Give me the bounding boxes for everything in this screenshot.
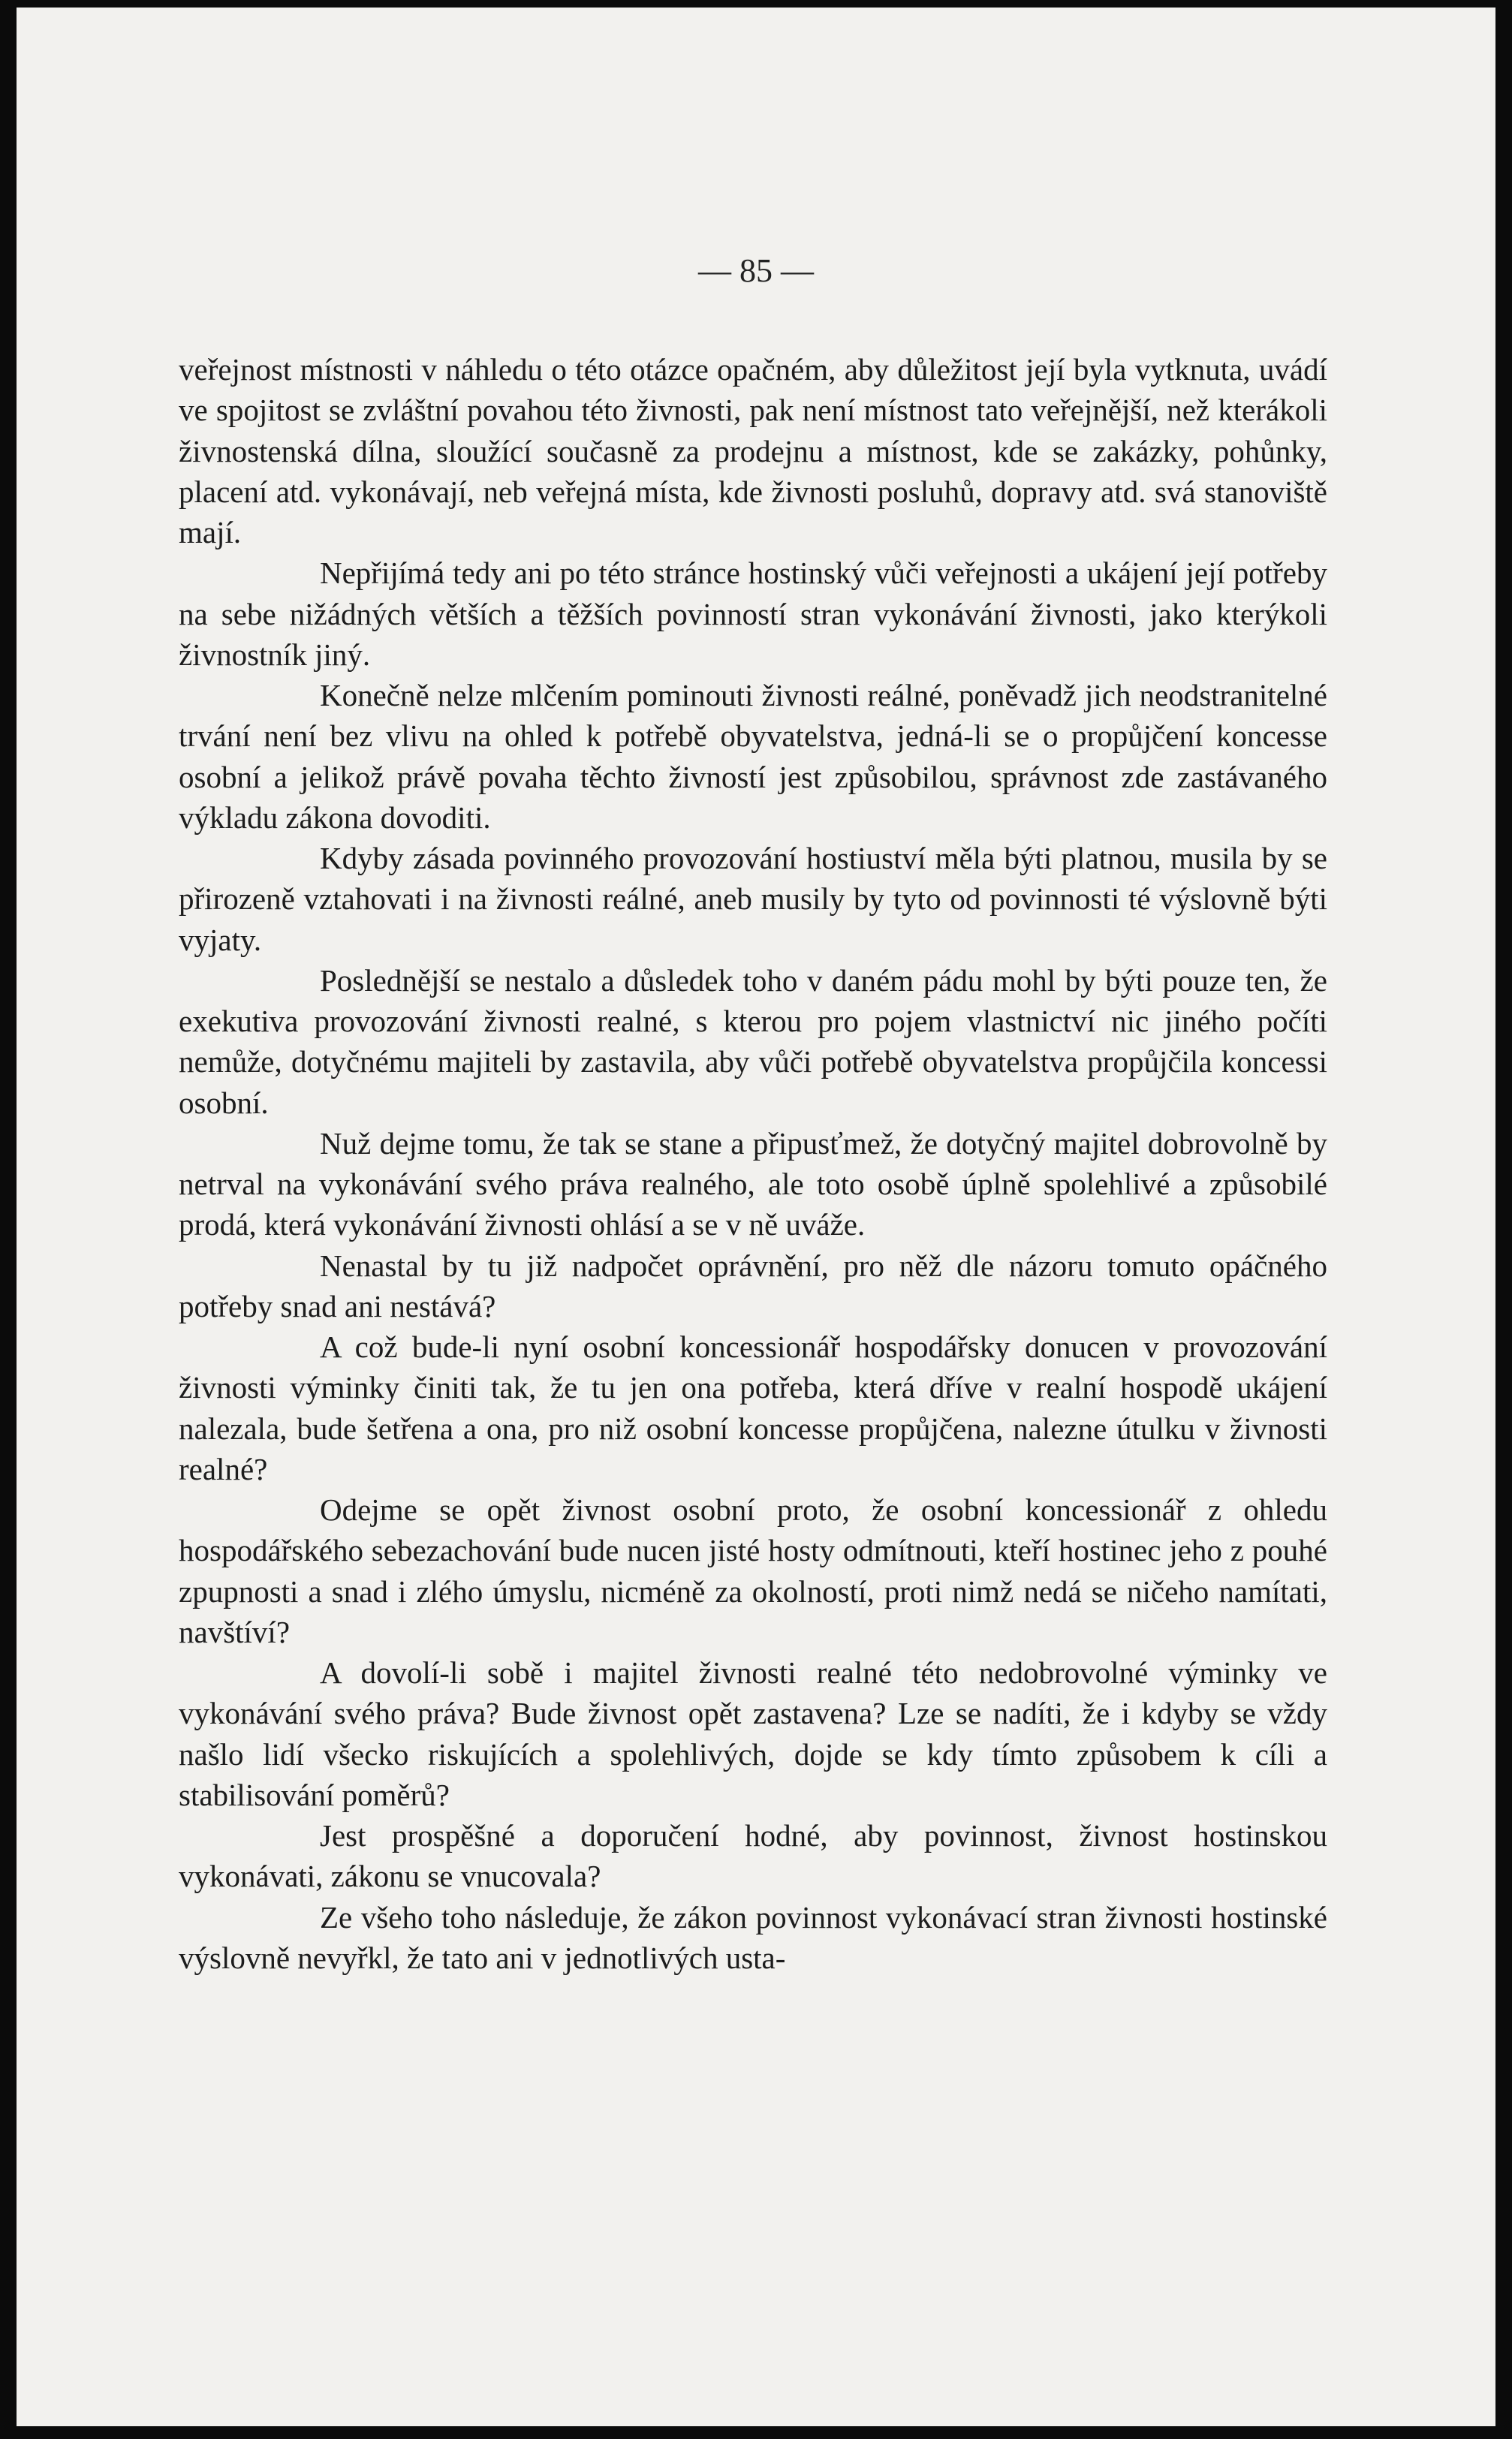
paragraph: Odejme se opět živnost osobní proto, že osobní koncessionář z ohledu hospodářského sebezachování bude nucen jisté hosty odmítnouti, kteří hostinec jeho z pouhé zpupnosti a snad i zlého úmyslu, nicméně za okolností, proti nimž nedá se ničeho namítati, navštíví? (179, 1492, 1327, 1649)
paragraph: Nepřijímá tedy ani po této stránce hostinský vůči veřejnosti a ukájení její potřeby na sebe nižádných větších a těžších povinností stran vykonávání živnosti, jako kterýkoli živnostník jiný. (179, 556, 1327, 672)
paragraph: Kdyby zásada povinného provozování hostiuství měla býti platnou, musila by se přirozeně vztahovati i na živnosti reálné, aneb musily by tyto od povinnosti té výslovně býti vyjaty. (179, 841, 1327, 957)
paragraph: Jest prospěšné a doporučení hodné, aby povinnost, živnost hostinskou vykonávati, zákonu se vnucovala? (179, 1818, 1327, 1894)
paragraph: Konečně nelze mlčením pominouti živnosti reálné, poněvadž jich neodstranitelné trvání není bez vlivu na ohled k potřebě obyvatelstva, jedná-li se o propůjčení koncesse osobní a jelikož právě povaha těchto živností jest způsobilou, správnost zde zastávaného výkladu zákona dovoditi. (179, 678, 1327, 835)
paragraph: Nuž dejme tomu, že tak se stane a připusťmež, že dotyčný majitel dobrovolně by netrval na vykonávání svého práva realného, ale toto osobě úplně spolehlivé a způsobilé prodá, která vykonávání živnosti ohlásí a se v ně uváže. (179, 1125, 1327, 1242)
paragraph: A což bude-li nyní osobní koncessionář hospodářsky donucen v provozování živnosti výminky činiti tak, že tu jen ona potřeba, která dříve v realní hospodě ukájení nalezala, bude šetřena a ona, pro niž osobní koncesse propůjčena, nalezne útulku v živnosti realné? (179, 1329, 1327, 1486)
paragraph: Nenastal by tu již nadpočet oprávnění, pro něž dle názoru tomuto opáčného potřeby snad ani nestává? (179, 1248, 1327, 1323)
paragraph: veřejnost místnosti v náhledu o této otázce opačném, aby důležitost její byla vytknuta, uvádí ve spojitost se zvláštní povahou této živnosti, pak není místnost tato veřejnější, než kterákoli živnostenská dílna, sloužící současně za prodejnu a místnost, kde se zakázky, pohůnky, placení atd. vykonávají, neb veřejná místa, kde živnosti posluhů, dopravy atd. svá stanoviště mají. (179, 352, 1327, 550)
page-number: — 85 — (698, 252, 814, 289)
paragraph: Poslednější se nestalo a důsledek toho v daném pádu mohl by býti pouze ten, že exekutiva provozování živnosti realné, s kterou pro pojem vlastnictví nic jiného počíti nemůže, dotyčnému majiteli by zastavila, aby vůči potřebě obyvatelstva propůjčila koncessi osobní. (179, 962, 1327, 1120)
book-page (17, 8, 1495, 2426)
body-text (179, 349, 1327, 1978)
paragraph: Ze všeho toho následuje, že zákon povinnost vykonávací stran živnosti hostinské výslovně nevyřkl, že tato ani v jednotlivých usta- (179, 1899, 1327, 1975)
paragraph: A dovolí-li sobě i majitel živnosti realné této nedobrovolné výminky ve vykonávání svého práva? Bude živnost opět zastavena? Lze se nadíti, že i kdyby se vždy našlo lidí všecko riskujících a spolehlivých, dojde se kdy tímto způsobem k cíli a stabilisování poměrů? (179, 1655, 1327, 1812)
